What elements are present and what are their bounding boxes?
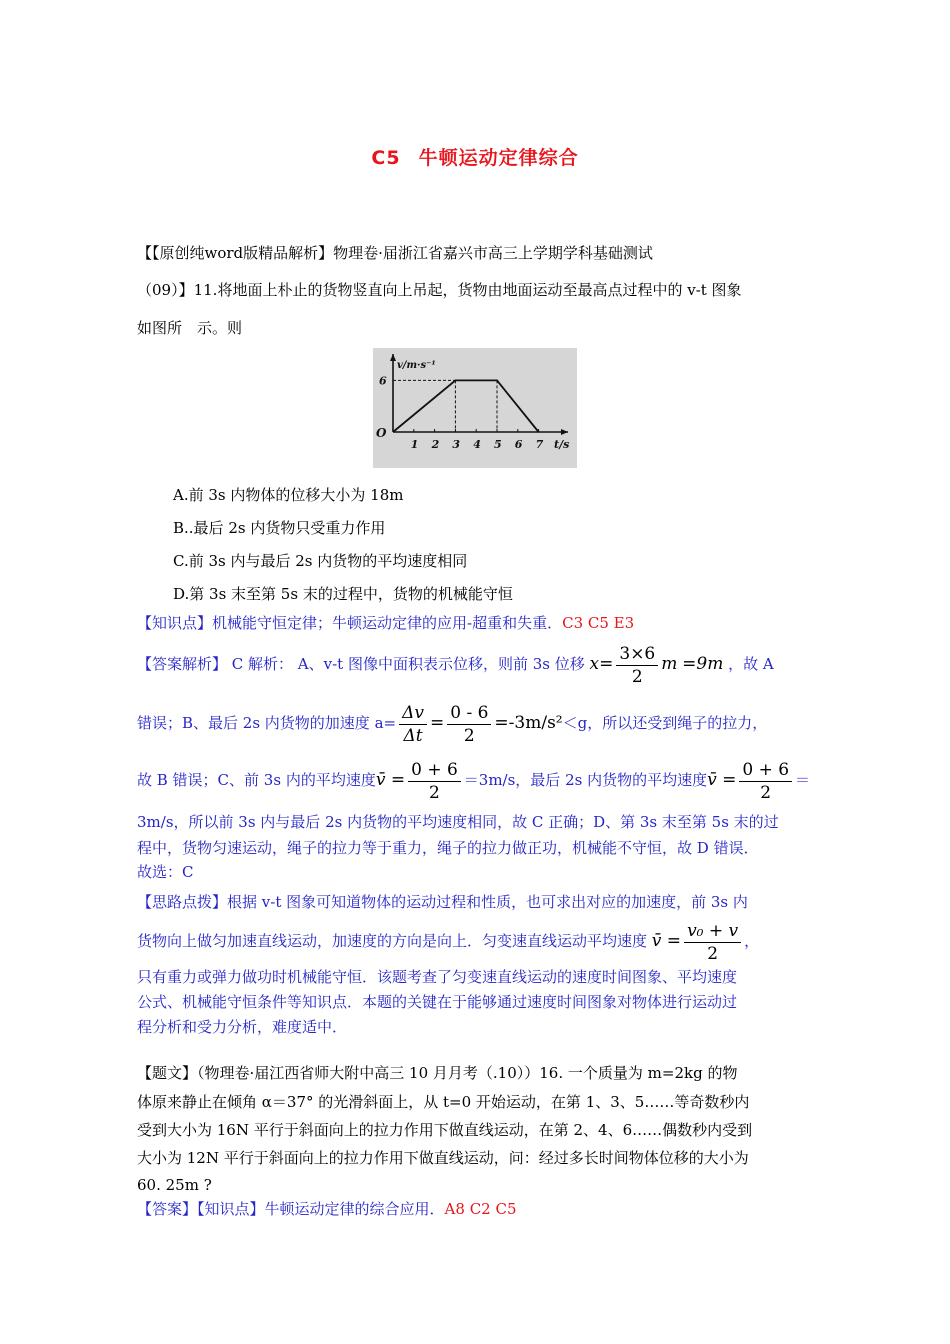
x-tick-label: 7 [535, 438, 544, 451]
answer-l1-x: x [589, 654, 600, 674]
frac-den: 2 [463, 725, 475, 746]
frac-den: 2 [760, 782, 772, 803]
frac-num: 0 + 6 [739, 759, 792, 782]
frac-num: v₀ + v [684, 920, 741, 943]
hint-l2-tail: ， [744, 932, 760, 950]
q2-line-1 [137, 1063, 817, 1083]
vt-graph-svg [373, 348, 577, 468]
hint-label: 【思路点拨】 [137, 893, 228, 911]
q2-knowledge-text: 牛顿运动定律的综合应用． [264, 1200, 445, 1218]
answer-l3-middle: ＝3m/s，最后 2s 内货物的平均速度 [463, 771, 708, 789]
frac-num: 3×6 [616, 643, 658, 666]
answer-l1-fraction [616, 643, 658, 688]
vt-graph [373, 348, 577, 468]
x-tick-label: 3 [452, 438, 461, 451]
y-tick-label: 6 [379, 374, 387, 388]
answer-line-1 [137, 641, 817, 688]
title-code: C5 [371, 147, 401, 169]
option-b: B..最后 2s 内货物只受重力作用 [173, 519, 386, 537]
hint-l2-vbar: v̄ = [651, 931, 682, 951]
frac-den: 2 [631, 666, 643, 687]
answer-l2-text: 错误；B、最后 2s 内货物的加速度 a= [137, 714, 397, 732]
answer-l3-fraction-2 [739, 759, 792, 804]
q2-answer-label: 【答案】 [137, 1200, 198, 1218]
answer-l3-tail: ＝ [795, 771, 811, 789]
option-a: A.前 3s 内物体的位移大小为 18m [173, 486, 404, 504]
answer-l1-text: C 解析： A、v-t 图像中面积表示位移，则前 3s 位移 [227, 655, 585, 673]
q1-source-line-2: （09）】11.将地面上朴止的货物竖直向上吊起，货物由地面运动至最高点过程中的 v-t 图象 [137, 281, 742, 299]
answer-l2-result: =-3m/s² [494, 713, 563, 733]
frac-den: Δt [403, 725, 423, 746]
option-d: D.第 3s 末至第 5s 末的过程中，货物的机械能守恒 [173, 585, 513, 603]
q2-line-5: 60. 25m ? [137, 1176, 212, 1194]
answer-l3-vbar-1: v̄ = [375, 770, 406, 790]
q1-knowledge-line [137, 613, 817, 633]
y-axis-arrow [390, 354, 396, 361]
hint-line-4: 公式、机械能守恒条件等知识点．本题的关键在于能够通过速度时间图象对物体进行运动过 [137, 993, 738, 1011]
answer-l1-m: m [661, 654, 678, 674]
q1-source-line-3: 如图所 示。则 [137, 319, 243, 337]
y-axis-label: v/m·s⁻¹ [397, 360, 436, 371]
answer-line-3 [137, 757, 817, 804]
frac-num: Δv [399, 702, 427, 725]
q2-label: 【题文】 [137, 1064, 198, 1082]
option-c: C.前 3s 内与最后 2s 内货物的平均速度相同 [173, 552, 468, 570]
q2-knowledge-codes: A8 C2 C5 [444, 1200, 517, 1218]
answer-label: 【答案解析】 [137, 655, 228, 673]
hint-line-1 [137, 892, 817, 912]
origin-label: O [376, 426, 387, 440]
x-tick-label: 5 [494, 438, 502, 451]
hint-l1-text: 根据 v-t 图象可知道物体的运动过程和性质，也可求出对应的加速度，前 3s 内 [227, 893, 748, 911]
knowledge-text: 机械能守恒定律；牛顿运动定律的应用-超重和失重． [212, 614, 563, 632]
knowledge-codes: C3 C5 E3 [562, 614, 635, 632]
velocity-series-line [393, 380, 539, 432]
q2-l1-text: （物理卷·届江西省师大附中高三 10 月月考（.10））16. 一个质量为 m=2kg 的物 [197, 1064, 738, 1082]
x-tick-label: 4 [473, 438, 481, 451]
hint-l2-text: 货物向上做匀加速直线运动，加速度的方向是向上．匀变速直线运动平均速度 [137, 932, 648, 950]
hint-line-2 [137, 918, 817, 965]
answer-l3-fraction-1 [408, 759, 461, 804]
answer-line-2: 错误；B、最后 2s 内货物的加速度 a= $\frac{\Delta v}{\Delta t}$ = $\frac{0 - 6}{2}$ =-3m/s²＜g，所以还受到绳子的拉力， [137, 702, 768, 746]
frac-num: 0 + 6 [408, 759, 461, 782]
answer-l2-tail: ＜g，所以还受到绳子的拉力， [562, 714, 768, 732]
answer-l2-fraction-1 [399, 702, 427, 747]
page-title [0, 143, 950, 170]
answer-l3-text: 故 B 错误；C、前 3s 内的平均速度 [137, 771, 376, 789]
frac-num: 0 - 6 [447, 702, 491, 725]
x-tick-label: 1 [410, 438, 419, 451]
answer-l2-fraction-2 [447, 702, 491, 747]
hint-line-5: 程分析和受力分析，难度适中． [137, 1018, 348, 1036]
answer-l1-result: =9m [682, 654, 724, 674]
frac-den: 2 [429, 782, 440, 803]
answer-l3-vbar-2: v̄ = [707, 770, 737, 790]
x-axis-label: t/s [554, 438, 570, 451]
answer-line-4: 3m/s，所以前 3s 内与最后 2s 内货物的平均速度相同，故 C 正确；D、第 3s 末至第 5s 末的过 [137, 813, 779, 831]
answer-line-5: 程中，货物匀速运动，绳子的拉力等于重力，绳子的拉力做正功，机械能不守恒，故 D 错误． [137, 839, 759, 857]
answer-l1-tail: ，故 A [728, 655, 774, 673]
q2-line-4: 大小为 12N 平行于斜面向上的拉力作用下做直线运动，问：经过多长时间物体位移的大小为 [137, 1149, 749, 1167]
x-tick-label: 2 [431, 438, 440, 451]
answer-l1-eq: = [599, 654, 614, 674]
q1-source-line-1: 【【原创纯word版精品解析】物理卷·届浙江省嘉兴市高三上学期学科基础测试 [137, 244, 653, 262]
hint-l2-fraction [684, 920, 741, 965]
frac-den: 2 [707, 943, 719, 964]
x-tick-label: 6 [514, 438, 523, 451]
title-text: 牛顿运动定律综合 [418, 147, 579, 169]
hint-line-3: 只有重力或弹力做功时机械能守恒．该题考查了匀变速直线运动的速度时间图象、平均速度 [137, 968, 738, 986]
q2-knowledge-label: 【知识点】 [197, 1200, 265, 1218]
q2-line-3: 受到大小为 16N 平行于斜面向上的拉力作用下做直线运动，在第 2、4、6……偶数秒内受到 [137, 1121, 753, 1139]
answer-line-6: 故选：C [137, 863, 194, 881]
q2-line-2: 体原来静止在倾角 α＝37° 的光滑斜面上，从 t=0 开始运动，在第 1、3、5……等奇数秒内 [137, 1093, 750, 1111]
knowledge-label: 【知识点】 [137, 614, 213, 632]
x-axis-arrow [561, 429, 568, 435]
q2-answer-line [137, 1199, 817, 1219]
